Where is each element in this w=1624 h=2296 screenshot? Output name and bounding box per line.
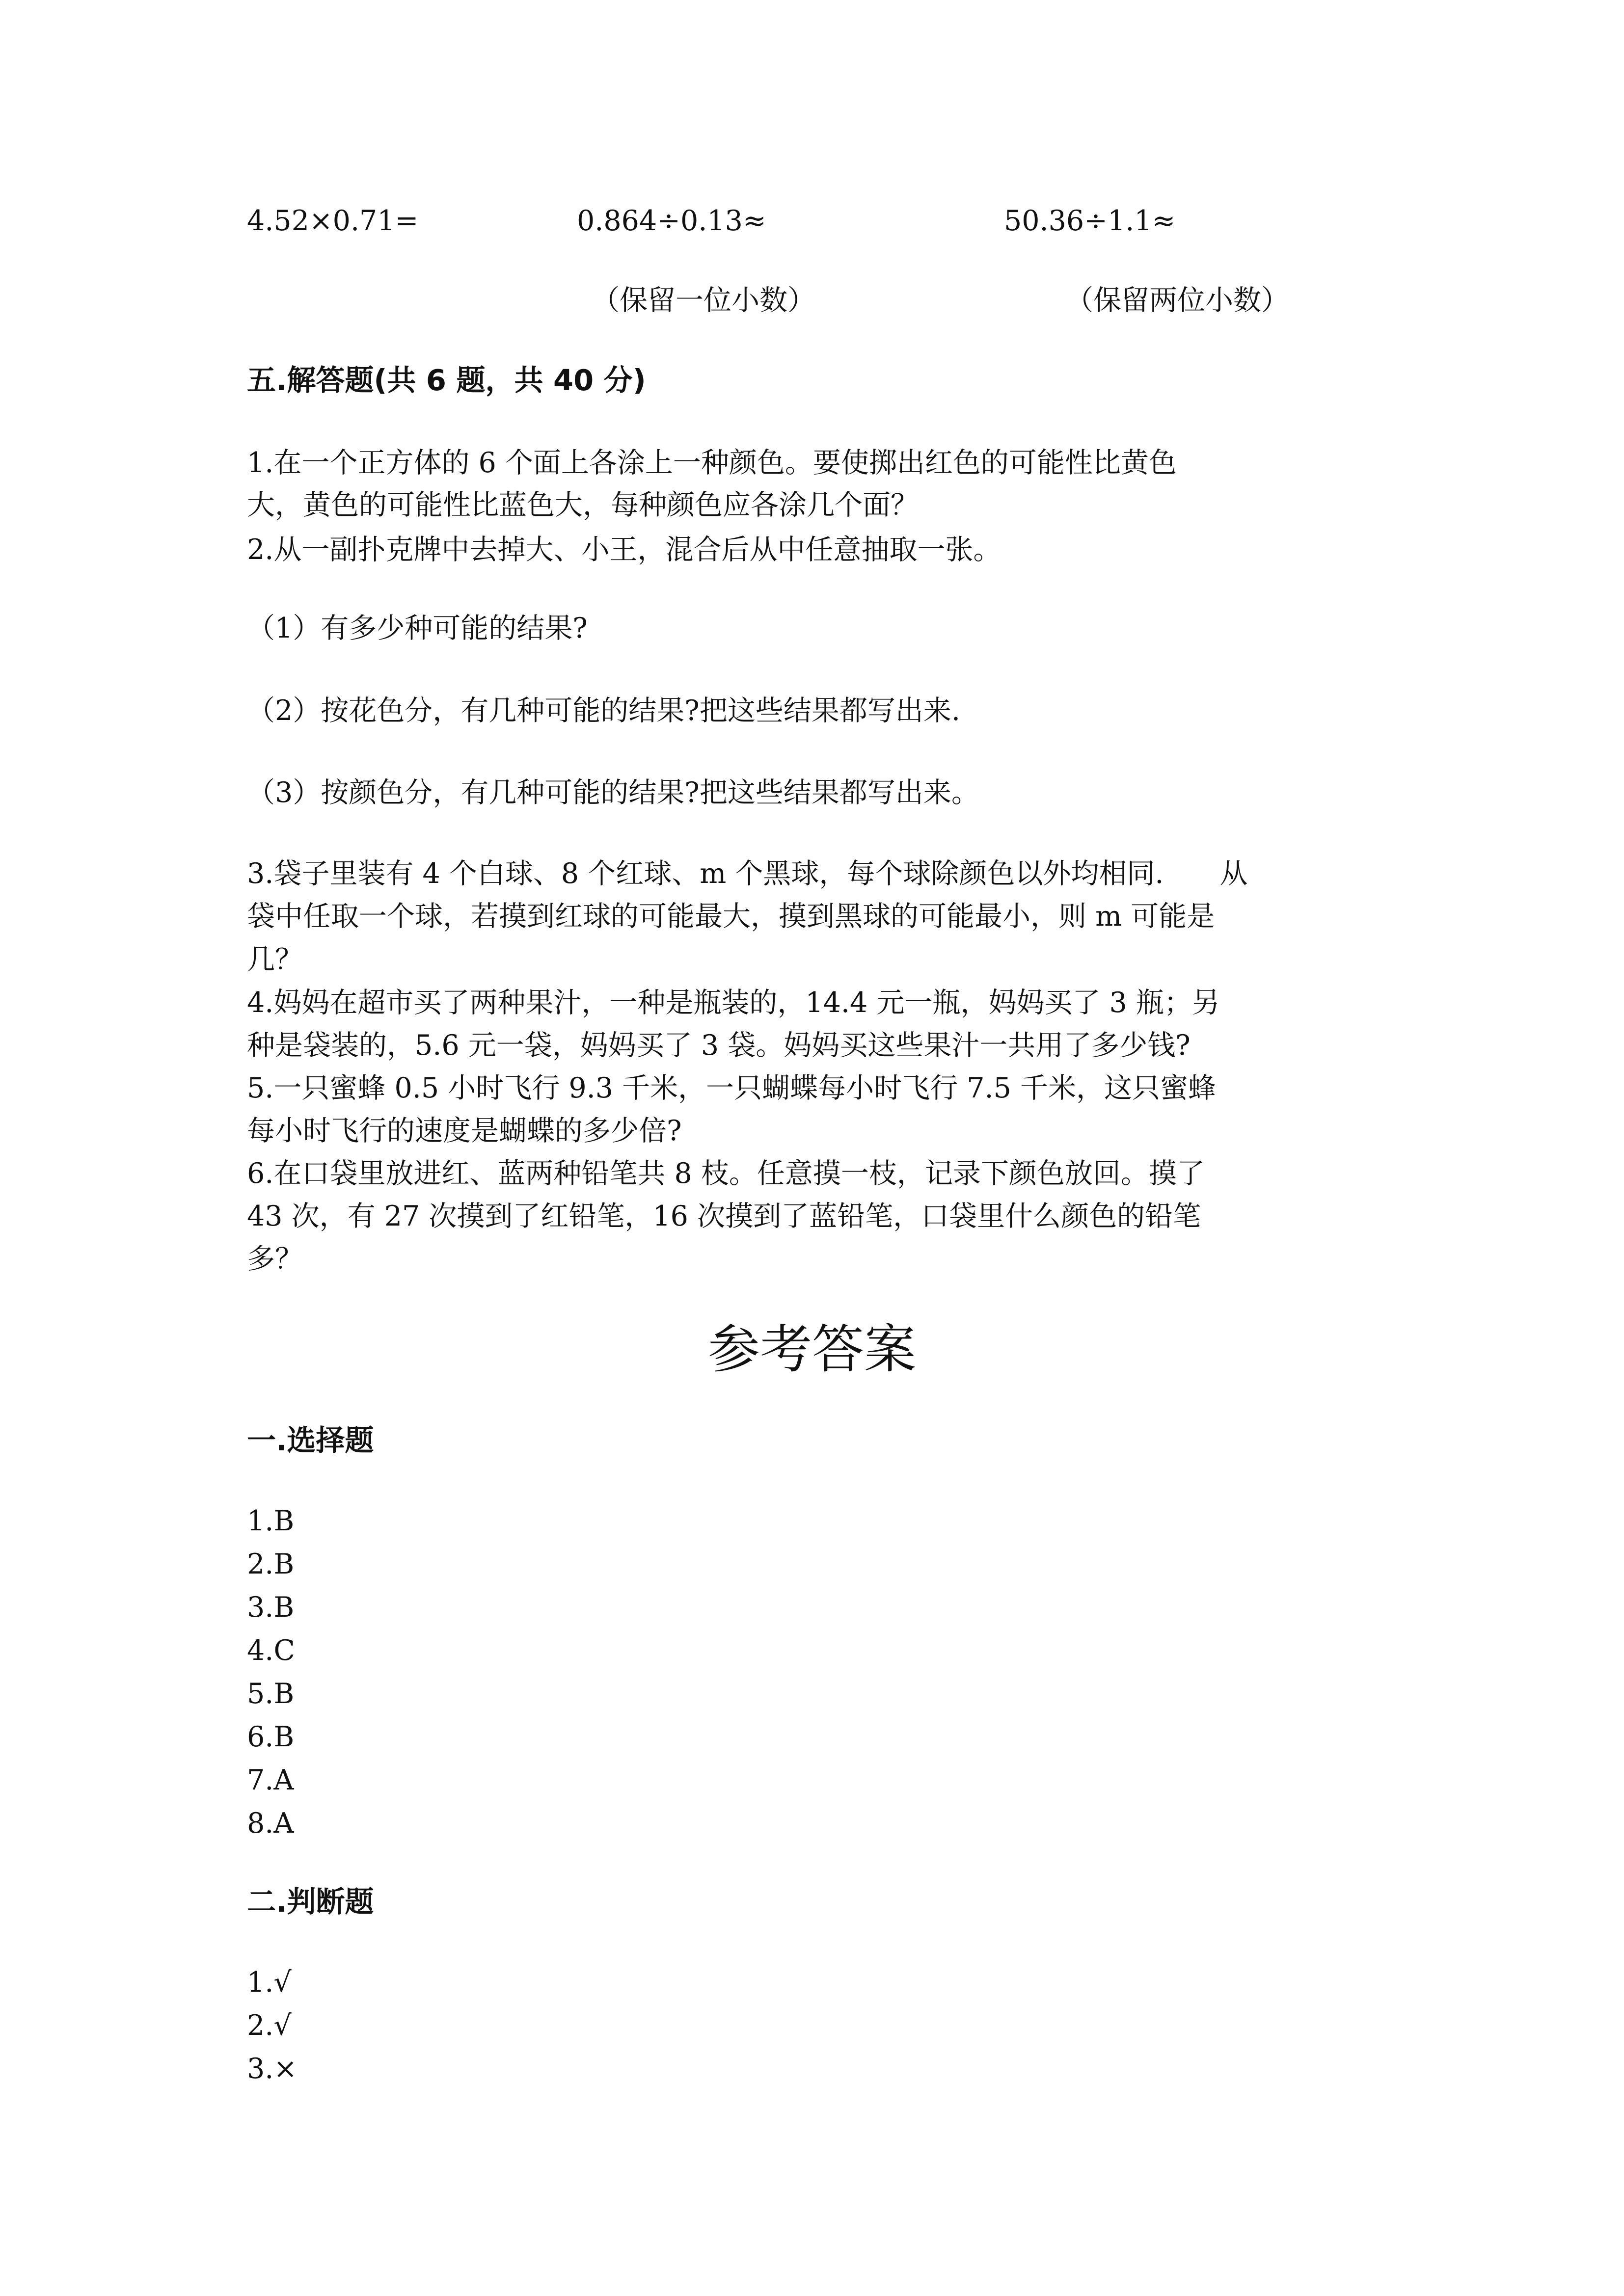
question-line: （2）按花色分，有几种可能的结果?把这些结果都写出来.: [247, 694, 960, 727]
answers-1-heading: 一.选择题: [247, 1423, 374, 1457]
answer-item: 6.B: [247, 1721, 295, 1753]
question-line: 种是袋装的，5.6 元一袋，妈妈买了 3 袋。妈妈买这些果汁一共用了多少钱?: [247, 1029, 1191, 1062]
question-line: 4.妈妈在超市买了两种果汁，一种是瓶装的，14.4 元一瓶，妈妈买了 3 瓶；另: [247, 987, 1220, 1019]
question-line: 多？: [247, 1243, 303, 1275]
answers-2-heading: 二.判断题: [247, 1885, 374, 1919]
question-line: 大，黄色的可能性比蓝色大，每种颜色应各涂几个面？: [247, 489, 919, 521]
section-5-heading: 五.解答题(共 6 题，共 40 分): [247, 363, 646, 397]
question-line: 袋中任取一个球，若摸到红球的可能最大，摸到黑球的可能最小，则 m 可能是: [247, 900, 1215, 933]
question-line: （3）按颜色分，有几种可能的结果?把这些结果都写出来。: [247, 776, 979, 809]
calc-item-1: 4.52×0.71=: [247, 205, 419, 237]
question-line: （1）有多少种可能的结果?: [247, 612, 588, 644]
answer-item: 1.B: [247, 1505, 295, 1537]
answer-item: 1.√: [247, 1966, 292, 1999]
answer-item: 7.A: [247, 1764, 294, 1796]
answer-item: 2.√: [247, 2009, 292, 2042]
calc-note-1: （保留一位小数）: [592, 284, 815, 317]
calc-item-2: 0.864÷0.13≈: [577, 205, 766, 237]
answer-item: 3.×: [247, 2053, 298, 2085]
answer-item: 8.A: [247, 1807, 294, 1840]
answer-item: 5.B: [247, 1678, 295, 1710]
calc-item-3: 50.36÷1.1≈: [1004, 205, 1176, 237]
question-line: 2.从一副扑克牌中去掉大、小王，混合后从中任意抽取一张。: [247, 534, 1001, 566]
question-line: 6.在口袋里放进红、蓝两种铅笔共 8 枝。任意摸一枝，记录下颜色放回。摸了: [247, 1157, 1205, 1190]
question-line: 43 次，有 27 次摸到了红铅笔，16 次摸到了蓝铅笔，口袋里什么颜色的铅笔: [247, 1200, 1201, 1232]
question-line: 1.在一个正方体的 6 个面上各涂上一种颜色。要使掷出红色的可能性比黄色: [247, 447, 1177, 479]
question-line: 每小时飞行的速度是蝴蝶的多少倍?: [247, 1115, 682, 1147]
answer-item: 2.B: [247, 1548, 295, 1580]
calc-note-2: （保留两位小数）: [1065, 284, 1289, 317]
answer-item: 4.C: [247, 1634, 295, 1667]
answer-item: 3.B: [247, 1591, 295, 1624]
answer-title: 参考答案: [708, 1319, 916, 1380]
question-line: 5.一只蜜蜂 0.5 小时飞行 9.3 千米，一只蝴蝶每小时飞行 7.5 千米，这只蜜蜂: [247, 1072, 1217, 1104]
question-line: 3.袋子里装有 4 个白球、8 个红球、m 个黑球，每个球除颜色以外均相同. 从: [247, 857, 1248, 890]
question-line: 几？: [247, 943, 303, 976]
